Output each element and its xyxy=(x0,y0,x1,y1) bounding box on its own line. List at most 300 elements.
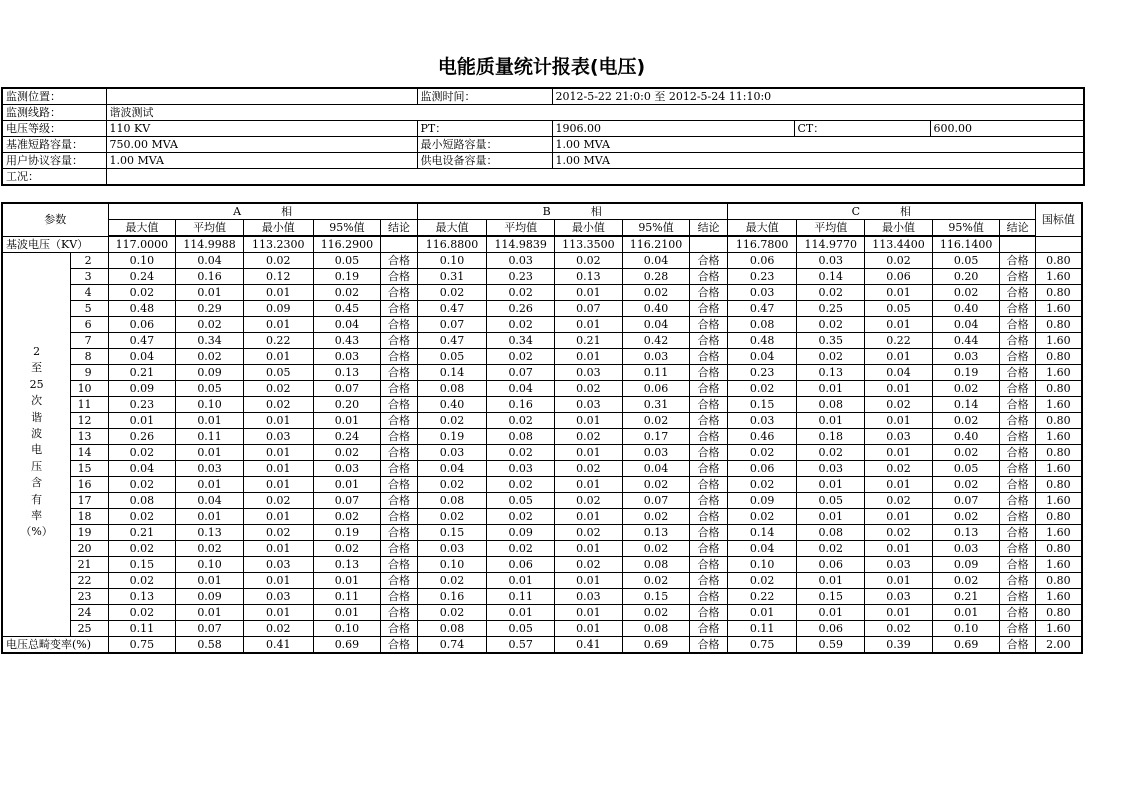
info-row-location xyxy=(2,88,1084,105)
phase-suffix: 相 xyxy=(590,205,602,218)
harmonic-order: 5 xyxy=(71,301,108,317)
group-label-char: 2 xyxy=(33,345,41,358)
harmonic-a-2: 0.02 xyxy=(243,381,313,397)
harmonic-a-2: 0.02 xyxy=(243,621,313,637)
info-row-short-circuit xyxy=(2,137,1084,153)
fundamental-b-0: 116.8800 xyxy=(417,236,487,253)
harmonic-a-1: 0.01 xyxy=(176,285,244,301)
harmonic-a-2: 0.01 xyxy=(243,461,313,477)
harmonic-a-0: 0.01 xyxy=(108,413,176,429)
harmonic-std: 1.60 xyxy=(1035,621,1082,637)
harmonic-std: 1.60 xyxy=(1035,525,1082,541)
harmonic-b-1: 0.02 xyxy=(487,509,555,525)
time-value: 2012-5-22 21:0:0 至 2012-5-24 11:10:0 xyxy=(552,88,1084,105)
harmonic-b-1: 0.02 xyxy=(487,349,555,365)
harmonic-c-2: 0.02 xyxy=(865,525,933,541)
harmonic-b-4: 合格 xyxy=(690,461,727,477)
phase-letter: B xyxy=(542,205,551,218)
harmonic-c-2: 0.02 xyxy=(865,397,933,413)
harmonic-c-4: 合格 xyxy=(1000,365,1035,381)
harmonic-a-2: 0.09 xyxy=(243,301,313,317)
thd-b-3: 0.69 xyxy=(622,637,690,654)
table-row xyxy=(2,301,1082,317)
harmonic-a-0: 0.06 xyxy=(108,317,176,333)
thd-std: 2.00 xyxy=(1035,637,1082,654)
harmonic-c-1: 0.01 xyxy=(797,413,865,429)
harmonic-a-1: 0.01 xyxy=(176,445,244,461)
harmonic-order: 9 xyxy=(71,365,108,381)
harmonic-b-2: 0.02 xyxy=(555,557,623,573)
harmonic-c-4: 合格 xyxy=(1000,301,1035,317)
harmonic-a-0: 0.13 xyxy=(108,589,176,605)
harmonic-order: 12 xyxy=(71,413,108,429)
harmonic-b-1: 0.07 xyxy=(487,365,555,381)
thd-c-4: 合格 xyxy=(1000,637,1035,654)
harmonic-b-1: 0.02 xyxy=(487,477,555,493)
harmonic-b-2: 0.01 xyxy=(555,573,623,589)
harmonic-b-3: 0.11 xyxy=(622,365,690,381)
harmonic-c-0: 0.02 xyxy=(727,381,797,397)
harmonic-b-1: 0.06 xyxy=(487,557,555,573)
harmonic-a-2: 0.01 xyxy=(243,445,313,461)
harmonic-a-3: 0.07 xyxy=(313,381,381,397)
harmonic-c-1: 0.13 xyxy=(797,365,865,381)
harmonic-c-4: 合格 xyxy=(1000,253,1035,269)
harmonic-c-1: 0.08 xyxy=(797,525,865,541)
param-header: 参数 xyxy=(2,203,108,236)
harmonic-c-4: 合格 xyxy=(1000,541,1035,557)
harmonic-b-4: 合格 xyxy=(690,445,727,461)
user-cap-label: 用户协议容量： xyxy=(2,153,106,169)
harmonic-c-2: 0.01 xyxy=(865,477,933,493)
harmonic-a-1: 0.02 xyxy=(176,541,244,557)
harmonic-a-1: 0.10 xyxy=(176,397,244,413)
harmonic-c-4: 合格 xyxy=(1000,285,1035,301)
harmonic-b-1: 0.05 xyxy=(487,493,555,509)
harmonic-a-4: 合格 xyxy=(381,445,417,461)
fundamental-label: 基波电压（KV） xyxy=(2,236,108,253)
harmonic-c-1: 0.14 xyxy=(797,269,865,285)
harmonic-b-3: 0.17 xyxy=(622,429,690,445)
harmonic-b-3: 0.02 xyxy=(622,573,690,589)
harmonic-c-0: 0.09 xyxy=(727,493,797,509)
harmonic-b-3: 0.13 xyxy=(622,525,690,541)
harmonic-order: 11 xyxy=(71,397,108,413)
table-row xyxy=(2,317,1082,333)
group-label-char: 25 xyxy=(29,377,44,391)
harmonic-b-1: 0.02 xyxy=(487,317,555,333)
harmonic-a-0: 0.26 xyxy=(108,429,176,445)
harmonic-a-4: 合格 xyxy=(381,493,417,509)
harmonic-a-1: 0.09 xyxy=(176,589,244,605)
harmonic-std: 0.80 xyxy=(1035,541,1082,557)
harmonic-c-2: 0.01 xyxy=(865,349,933,365)
harmonic-b-1: 0.01 xyxy=(487,573,555,589)
harmonic-c-4: 合格 xyxy=(1000,429,1035,445)
harmonic-c-2: 0.02 xyxy=(865,461,933,477)
harmonic-order: 2 xyxy=(71,253,108,269)
harmonic-a-3: 0.02 xyxy=(313,509,381,525)
harmonic-c-4: 合格 xyxy=(1000,621,1035,637)
harmonic-a-4: 合格 xyxy=(381,525,417,541)
harmonic-a-1: 0.01 xyxy=(176,573,244,589)
harmonic-c-4: 合格 xyxy=(1000,397,1035,413)
harmonic-c-2: 0.01 xyxy=(865,285,933,301)
harmonic-a-4: 合格 xyxy=(381,317,417,333)
harmonic-c-2: 0.03 xyxy=(865,429,933,445)
harmonic-b-2: 0.01 xyxy=(555,317,623,333)
harmonic-b-2: 0.02 xyxy=(555,381,623,397)
group-label-char: 波 xyxy=(31,426,43,440)
harmonic-b-4: 合格 xyxy=(690,509,727,525)
harmonic-a-0: 0.02 xyxy=(108,285,176,301)
harmonic-c-3: 0.07 xyxy=(932,493,1000,509)
harmonic-b-1: 0.01 xyxy=(487,605,555,621)
fundamental-c-0: 116.7800 xyxy=(727,236,797,253)
harmonic-std: 0.80 xyxy=(1035,285,1082,301)
table-row xyxy=(2,525,1082,541)
harmonic-a-2: 0.05 xyxy=(243,365,313,381)
harmonic-a-1: 0.03 xyxy=(176,461,244,477)
supply-cap-label: 供电设备容量： xyxy=(417,153,552,169)
harmonic-a-2: 0.02 xyxy=(243,253,313,269)
fundamental-c-3: 116.1400 xyxy=(932,236,1000,253)
harmonic-c-2: 0.01 xyxy=(865,573,933,589)
harmonic-a-2: 0.01 xyxy=(243,477,313,493)
harmonic-order: 20 xyxy=(71,541,108,557)
table-row xyxy=(2,333,1082,349)
harmonic-b-0: 0.02 xyxy=(417,605,487,621)
harmonic-b-0: 0.02 xyxy=(417,413,487,429)
col-header-a-2: 最小值 xyxy=(243,220,313,237)
harmonic-order: 14 xyxy=(71,445,108,461)
harmonic-c-1: 0.35 xyxy=(797,333,865,349)
harmonic-c-4: 合格 xyxy=(1000,461,1035,477)
harmonic-a-3: 0.11 xyxy=(313,589,381,605)
harmonic-b-3: 0.03 xyxy=(622,445,690,461)
harmonic-a-4: 合格 xyxy=(381,541,417,557)
harmonic-c-0: 0.06 xyxy=(727,461,797,477)
harmonic-c-4: 合格 xyxy=(1000,525,1035,541)
harmonic-std: 0.80 xyxy=(1035,477,1082,493)
harmonic-order: 23 xyxy=(71,589,108,605)
harmonic-a-2: 0.01 xyxy=(243,285,313,301)
harmonic-a-2: 0.01 xyxy=(243,573,313,589)
table-row xyxy=(2,541,1082,557)
col-header-b-3: 95%值 xyxy=(622,220,690,237)
harmonic-a-2: 0.03 xyxy=(243,589,313,605)
harmonic-c-3: 0.02 xyxy=(932,381,1000,397)
phase-header-c xyxy=(727,203,1035,220)
phase-suffix: 相 xyxy=(281,205,293,218)
ct-label: CT： xyxy=(794,121,930,137)
header-row-columns xyxy=(2,220,1082,237)
table-row xyxy=(2,349,1082,365)
harmonic-order: 8 xyxy=(71,349,108,365)
harmonic-c-3: 0.40 xyxy=(932,429,1000,445)
harmonic-c-4: 合格 xyxy=(1000,333,1035,349)
thd-a-3: 0.69 xyxy=(313,637,381,654)
harmonic-a-2: 0.02 xyxy=(243,525,313,541)
harmonic-a-2: 0.02 xyxy=(243,397,313,413)
harmonic-c-0: 0.01 xyxy=(727,605,797,621)
harmonic-b-0: 0.05 xyxy=(417,349,487,365)
group-label-char: 至 xyxy=(31,361,43,375)
harmonic-c-1: 0.01 xyxy=(797,605,865,621)
harmonic-b-4: 合格 xyxy=(690,621,727,637)
harmonic-std: 0.80 xyxy=(1035,573,1082,589)
harmonic-b-3: 0.07 xyxy=(622,493,690,509)
harmonic-a-4: 合格 xyxy=(381,461,417,477)
harmonic-a-0: 0.23 xyxy=(108,397,176,413)
harmonic-c-3: 0.10 xyxy=(932,621,1000,637)
harmonic-b-1: 0.26 xyxy=(487,301,555,317)
thd-c-1: 0.59 xyxy=(797,637,865,654)
harmonic-b-0: 0.02 xyxy=(417,477,487,493)
group-label-char: 率 xyxy=(31,508,43,522)
harmonic-b-0: 0.02 xyxy=(417,285,487,301)
harmonic-std: 0.80 xyxy=(1035,605,1082,621)
col-header-b-0: 最大值 xyxy=(417,220,487,237)
harmonic-c-3: 0.03 xyxy=(932,349,1000,365)
harmonic-a-2: 0.01 xyxy=(243,317,313,333)
harmonic-a-3: 0.19 xyxy=(313,269,381,285)
harmonic-b-2: 0.01 xyxy=(555,605,623,621)
harmonic-b-1: 0.16 xyxy=(487,397,555,413)
harmonic-b-0: 0.47 xyxy=(417,333,487,349)
table-row xyxy=(2,621,1082,637)
group-label-char: 含 xyxy=(31,476,43,490)
harmonic-a-0: 0.02 xyxy=(108,573,176,589)
harmonic-b-0: 0.08 xyxy=(417,493,487,509)
fundamental-b-4 xyxy=(690,236,727,253)
harmonic-c-0: 0.02 xyxy=(727,509,797,525)
thd-b-4: 合格 xyxy=(690,637,727,654)
harmonic-c-0: 0.04 xyxy=(727,541,797,557)
harmonic-c-2: 0.02 xyxy=(865,253,933,269)
harmonic-b-3: 0.02 xyxy=(622,541,690,557)
harmonic-b-0: 0.02 xyxy=(417,509,487,525)
harmonic-b-2: 0.01 xyxy=(555,413,623,429)
harmonic-table xyxy=(1,202,1083,654)
table-row xyxy=(2,413,1082,429)
harmonic-b-2: 0.01 xyxy=(555,541,623,557)
harmonic-b-4: 合格 xyxy=(690,477,727,493)
table-row xyxy=(2,397,1082,413)
harmonic-c-2: 0.02 xyxy=(865,621,933,637)
harmonic-b-0: 0.31 xyxy=(417,269,487,285)
harmonic-a-3: 0.03 xyxy=(313,349,381,365)
harmonic-std: 0.80 xyxy=(1035,317,1082,333)
harmonic-c-2: 0.01 xyxy=(865,317,933,333)
col-header-b-4: 结论 xyxy=(690,220,727,237)
harmonic-a-1: 0.01 xyxy=(176,413,244,429)
harmonic-b-3: 0.04 xyxy=(622,317,690,333)
harmonic-b-2: 0.21 xyxy=(555,333,623,349)
harmonic-a-2: 0.22 xyxy=(243,333,313,349)
harmonic-a-1: 0.02 xyxy=(176,317,244,333)
harmonic-b-1: 0.02 xyxy=(487,445,555,461)
harmonic-a-1: 0.01 xyxy=(176,605,244,621)
harmonic-std: 1.60 xyxy=(1035,557,1082,573)
harmonic-b-4: 合格 xyxy=(690,317,727,333)
thd-b-0: 0.74 xyxy=(417,637,487,654)
harmonic-std: 1.60 xyxy=(1035,429,1082,445)
harmonic-b-1: 0.09 xyxy=(487,525,555,541)
harmonic-a-4: 合格 xyxy=(381,589,417,605)
harmonic-a-2: 0.12 xyxy=(243,269,313,285)
table-row xyxy=(2,381,1082,397)
harmonic-c-2: 0.22 xyxy=(865,333,933,349)
harmonic-a-1: 0.34 xyxy=(176,333,244,349)
phase-letter: A xyxy=(233,205,242,218)
fundamental-a-3: 116.2900 xyxy=(313,236,381,253)
phase-header-b xyxy=(417,203,727,220)
harmonic-a-0: 0.21 xyxy=(108,525,176,541)
fundamental-b-3: 116.2100 xyxy=(622,236,690,253)
group-label-char: 有 xyxy=(31,492,43,506)
harmonic-a-4: 合格 xyxy=(381,413,417,429)
fundamental-a-0: 117.0000 xyxy=(108,236,176,253)
table-row xyxy=(2,445,1082,461)
table-row-fundamental xyxy=(2,236,1082,253)
harmonic-b-4: 合格 xyxy=(690,605,727,621)
harmonic-std: 1.60 xyxy=(1035,365,1082,381)
table-row xyxy=(2,557,1082,573)
harmonic-b-0: 0.14 xyxy=(417,365,487,381)
harmonic-c-2: 0.01 xyxy=(865,413,933,429)
harmonic-c-4: 合格 xyxy=(1000,269,1035,285)
harmonic-c-3: 0.14 xyxy=(932,397,1000,413)
col-header-a-0: 最大值 xyxy=(108,220,176,237)
thd-b-2: 0.41 xyxy=(555,637,623,654)
harmonic-c-4: 合格 xyxy=(1000,573,1035,589)
harmonic-order: 10 xyxy=(71,381,108,397)
harmonic-b-1: 0.02 xyxy=(487,285,555,301)
harmonic-c-0: 0.11 xyxy=(727,621,797,637)
pt-label: PT： xyxy=(417,121,552,137)
harmonic-order: 16 xyxy=(71,477,108,493)
harmonic-a-3: 0.01 xyxy=(313,477,381,493)
harmonic-c-0: 0.03 xyxy=(727,413,797,429)
thd-b-1: 0.57 xyxy=(487,637,555,654)
harmonic-b-2: 0.07 xyxy=(555,301,623,317)
harmonic-b-0: 0.08 xyxy=(417,381,487,397)
harmonic-c-1: 0.25 xyxy=(797,301,865,317)
harmonic-a-1: 0.01 xyxy=(176,477,244,493)
location-value xyxy=(106,88,417,105)
harmonic-c-1: 0.03 xyxy=(797,461,865,477)
harmonic-std: 0.80 xyxy=(1035,509,1082,525)
harmonic-c-2: 0.01 xyxy=(865,605,933,621)
harmonic-b-2: 0.02 xyxy=(555,461,623,477)
harmonic-std: 0.80 xyxy=(1035,349,1082,365)
harmonic-a-2: 0.01 xyxy=(243,541,313,557)
thd-a-2: 0.41 xyxy=(243,637,313,654)
harmonic-b-4: 合格 xyxy=(690,365,727,381)
harmonic-c-1: 0.01 xyxy=(797,573,865,589)
harmonic-a-0: 0.47 xyxy=(108,333,176,349)
table-row xyxy=(2,253,1082,269)
harmonic-std: 0.80 xyxy=(1035,445,1082,461)
harmonic-order: 25 xyxy=(71,621,108,637)
harmonic-b-2: 0.03 xyxy=(555,365,623,381)
table-row xyxy=(2,605,1082,621)
table-row-thd xyxy=(2,637,1082,654)
harmonic-a-2: 0.03 xyxy=(243,429,313,445)
table-row xyxy=(2,477,1082,493)
harmonic-a-4: 合格 xyxy=(381,605,417,621)
harmonic-std: 0.80 xyxy=(1035,381,1082,397)
harmonic-b-3: 0.15 xyxy=(622,589,690,605)
harmonic-a-4: 合格 xyxy=(381,429,417,445)
thd-label: 电压总畸变率(%) xyxy=(2,637,108,654)
harmonic-b-1: 0.23 xyxy=(487,269,555,285)
harmonic-a-3: 0.01 xyxy=(313,573,381,589)
harmonic-a-0: 0.04 xyxy=(108,349,176,365)
fundamental-a-1: 114.9988 xyxy=(176,236,244,253)
harmonic-a-4: 合格 xyxy=(381,349,417,365)
harmonic-b-0: 0.15 xyxy=(417,525,487,541)
harmonic-c-3: 0.02 xyxy=(932,445,1000,461)
harmonic-c-0: 0.46 xyxy=(727,429,797,445)
harmonic-order: 24 xyxy=(71,605,108,621)
harmonic-order: 13 xyxy=(71,429,108,445)
harmonic-b-4: 合格 xyxy=(690,413,727,429)
harmonic-b-1: 0.02 xyxy=(487,413,555,429)
table-row xyxy=(2,269,1082,285)
harmonic-b-2: 0.02 xyxy=(555,253,623,269)
harmonic-a-4: 合格 xyxy=(381,381,417,397)
harmonic-a-3: 0.19 xyxy=(313,525,381,541)
harmonic-a-3: 0.24 xyxy=(313,429,381,445)
harmonic-c-0: 0.02 xyxy=(727,445,797,461)
info-table xyxy=(1,87,1085,186)
harmonic-b-4: 合格 xyxy=(690,333,727,349)
harmonic-b-4: 合格 xyxy=(690,525,727,541)
thd-a-1: 0.58 xyxy=(176,637,244,654)
harmonic-c-2: 0.01 xyxy=(865,541,933,557)
col-header-c-3: 95%值 xyxy=(932,220,1000,237)
col-header-c-0: 最大值 xyxy=(727,220,797,237)
harmonic-c-3: 0.05 xyxy=(932,461,1000,477)
harmonic-b-4: 合格 xyxy=(690,557,727,573)
harmonic-c-3: 0.02 xyxy=(932,573,1000,589)
harmonic-a-0: 0.21 xyxy=(108,365,176,381)
harmonic-a-1: 0.11 xyxy=(176,429,244,445)
harmonic-a-3: 0.43 xyxy=(313,333,381,349)
harmonic-a-1: 0.07 xyxy=(176,621,244,637)
harmonic-order: 19 xyxy=(71,525,108,541)
harmonic-c-1: 0.02 xyxy=(797,349,865,365)
harmonic-std: 1.60 xyxy=(1035,589,1082,605)
supply-cap-value: 1.00 MVA xyxy=(552,153,1084,169)
harmonic-c-3: 0.20 xyxy=(932,269,1000,285)
harmonic-c-4: 合格 xyxy=(1000,557,1035,573)
harmonic-a-1: 0.05 xyxy=(176,381,244,397)
harmonic-c-3: 0.02 xyxy=(932,285,1000,301)
user-cap-value: 1.00 MVA xyxy=(106,153,417,169)
col-header-b-1: 平均值 xyxy=(487,220,555,237)
group-label-char: 谐 xyxy=(31,410,43,424)
harmonic-b-4: 合格 xyxy=(690,285,727,301)
harmonic-a-3: 0.02 xyxy=(313,541,381,557)
col-header-c-2: 最小值 xyxy=(865,220,933,237)
col-header-a-4: 结论 xyxy=(381,220,417,237)
harmonic-b-4: 合格 xyxy=(690,349,727,365)
harmonic-b-3: 0.02 xyxy=(622,509,690,525)
harmonic-a-1: 0.09 xyxy=(176,365,244,381)
